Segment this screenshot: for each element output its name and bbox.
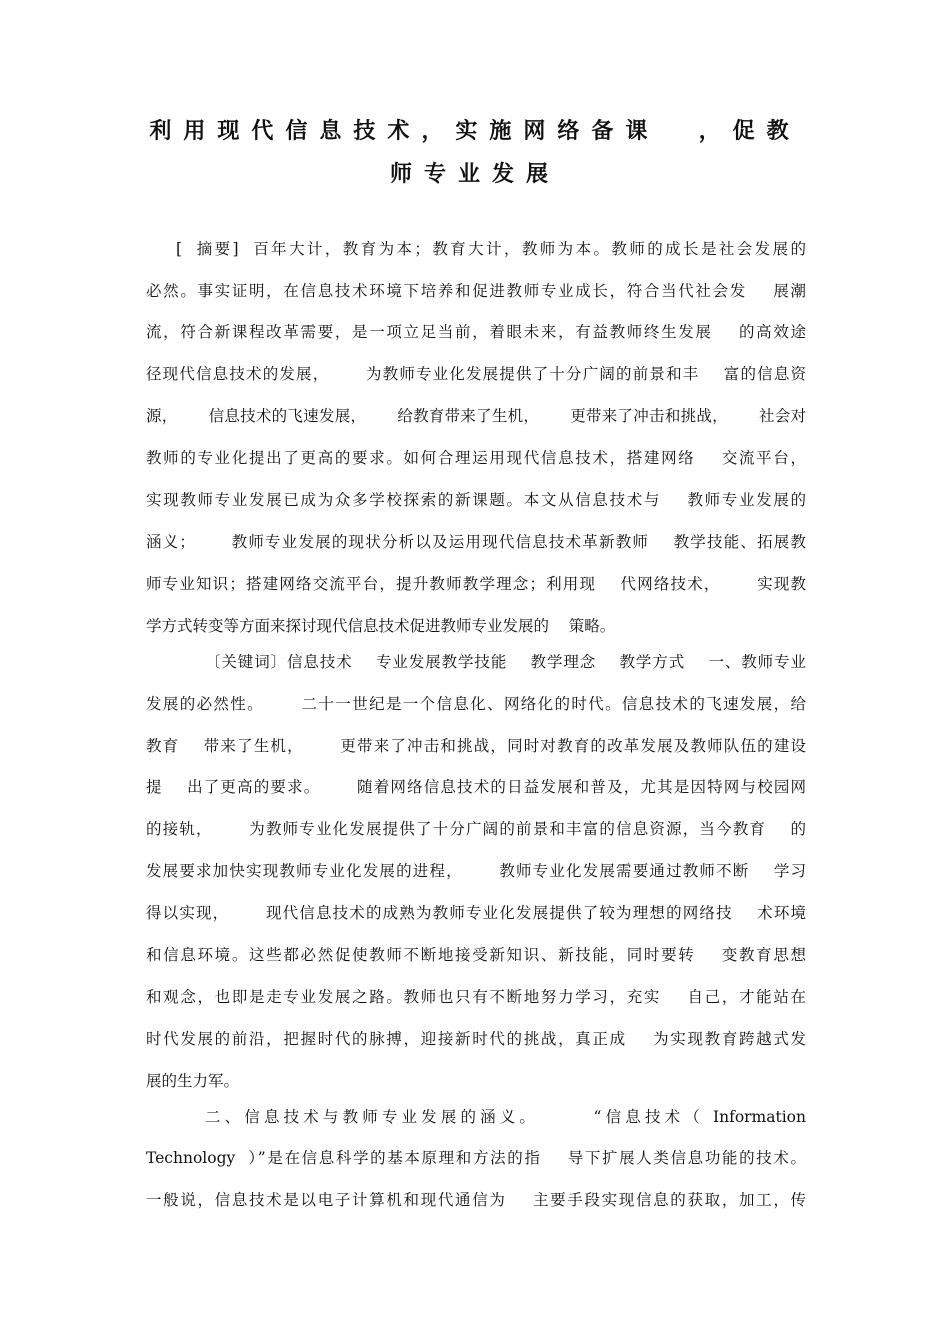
abstract-line-6: 教师的专业化提出了更高的要求。如何合理运用现代信息技术，搭建网络 交流平台， [146, 449, 806, 467]
section-two-line-2: Technology ）”是在信息科学的基本原理和方法的指 导下扩展人类信息功能的技术。 [146, 1149, 806, 1167]
paragraph-line-7: 和信息环境。这些都必然促使教师不断地接受新知识、新技能，同时要转 变教育思想 [146, 946, 806, 964]
paragraph-line-8: 和观念，也即是走专业发展之路。教师也只有不断地努力学习，充实 自己，才能站在 [146, 988, 806, 1006]
paragraph-line-6: 得以实现， 现代信息技术的成熟为教师专业化发展提供了较为理想的网络技 术环境 [146, 904, 806, 922]
abstract-line-2: 必然。事实证明，在信息技术环境下培养和促进教师专业成长，符合当代社会发 展潮 [146, 282, 806, 300]
abstract-line-9: 师专业知识；搭建网络交流平台，提升教师教学理念；利用现 代网络技术， 实现教 [146, 575, 806, 593]
paragraph-line-10: 展的生力军。 [146, 1072, 240, 1090]
paragraph-line-5: 发展要求加快实现教师专业化发展的进程， 教师专业化发展需要通过教师不断 学习 [146, 862, 806, 880]
abstract-line-3: 流，符合新课程改革需要，是一项立足当前，着眼未来，有益教师终生发展 的高效途 [146, 323, 806, 341]
abstract-line-10: 学方式转变等方面来探讨现代信息技术促进教师专业发展的 策略。 [146, 617, 616, 635]
section-two-line-3: 一般说，信息技术是以电子计算机和现代通信为 主要手段实现信息的获取，加工，传 [146, 1191, 806, 1209]
paragraph-line-4: 的接轨， 为教师专业化发展提供了十分广阔的前景和丰富的信息资源，当今教育 的 [146, 820, 806, 838]
abstract-line-8: 涵义； 教师专业发展的现状分析以及运用现代信息技术革新教师 教学技能、拓展教 [146, 533, 806, 551]
document-title-line-2: 师专业发展 [389, 162, 560, 187]
paragraph-line-3: 提 出了更高的要求。 随着网络信息技术的日益发展和普及，尤其是因特网与校园网 [146, 778, 806, 796]
abstract-line-1: [ 摘要] 百年大计，教育为本；教育大计，教师为本。教师的成长是社会发展的 [176, 240, 806, 258]
abstract-line-4: 径现代信息技术的发展， 为教师专业化发展提供了十分广阔的前景和丰 富的信息资 [146, 365, 806, 383]
abstract-line-7: 实现教师专业发展已成为众多学校探索的新课题。本文从信息技术与 教师专业发展的 [146, 491, 806, 509]
keywords-line-1: 〔关键词〕信息技术 专业发展教学技能 教学理念 教学方式 一、教师专业 [205, 653, 806, 671]
section-two-line-1: 二、信息技术与教师专业发展的涵义。 “信息技术（ Information [205, 1108, 806, 1126]
paragraph-line-2: 教育 带来了生机， 更带来了冲击和挑战，同时对教育的改革发展及教师队伍的建设 [146, 737, 806, 755]
paragraph-line-1: 发展的必然性。 二十一世纪是一个信息化、网络化的时代。信息技术的飞速发展，给 [146, 695, 806, 713]
abstract-line-5: 源， 信息技术的飞速发展， 给教育带来了生机， 更带来了冲击和挑战， 社会对 [146, 407, 806, 425]
paragraph-line-9: 时代发展的前沿，把握时代的脉搏，迎接新时代的挑战，真正成 为实现教育跨越式发 [146, 1030, 806, 1048]
document-title-line-1: 利用现代信息技术，实施网络备课 ，促教 [149, 119, 801, 144]
